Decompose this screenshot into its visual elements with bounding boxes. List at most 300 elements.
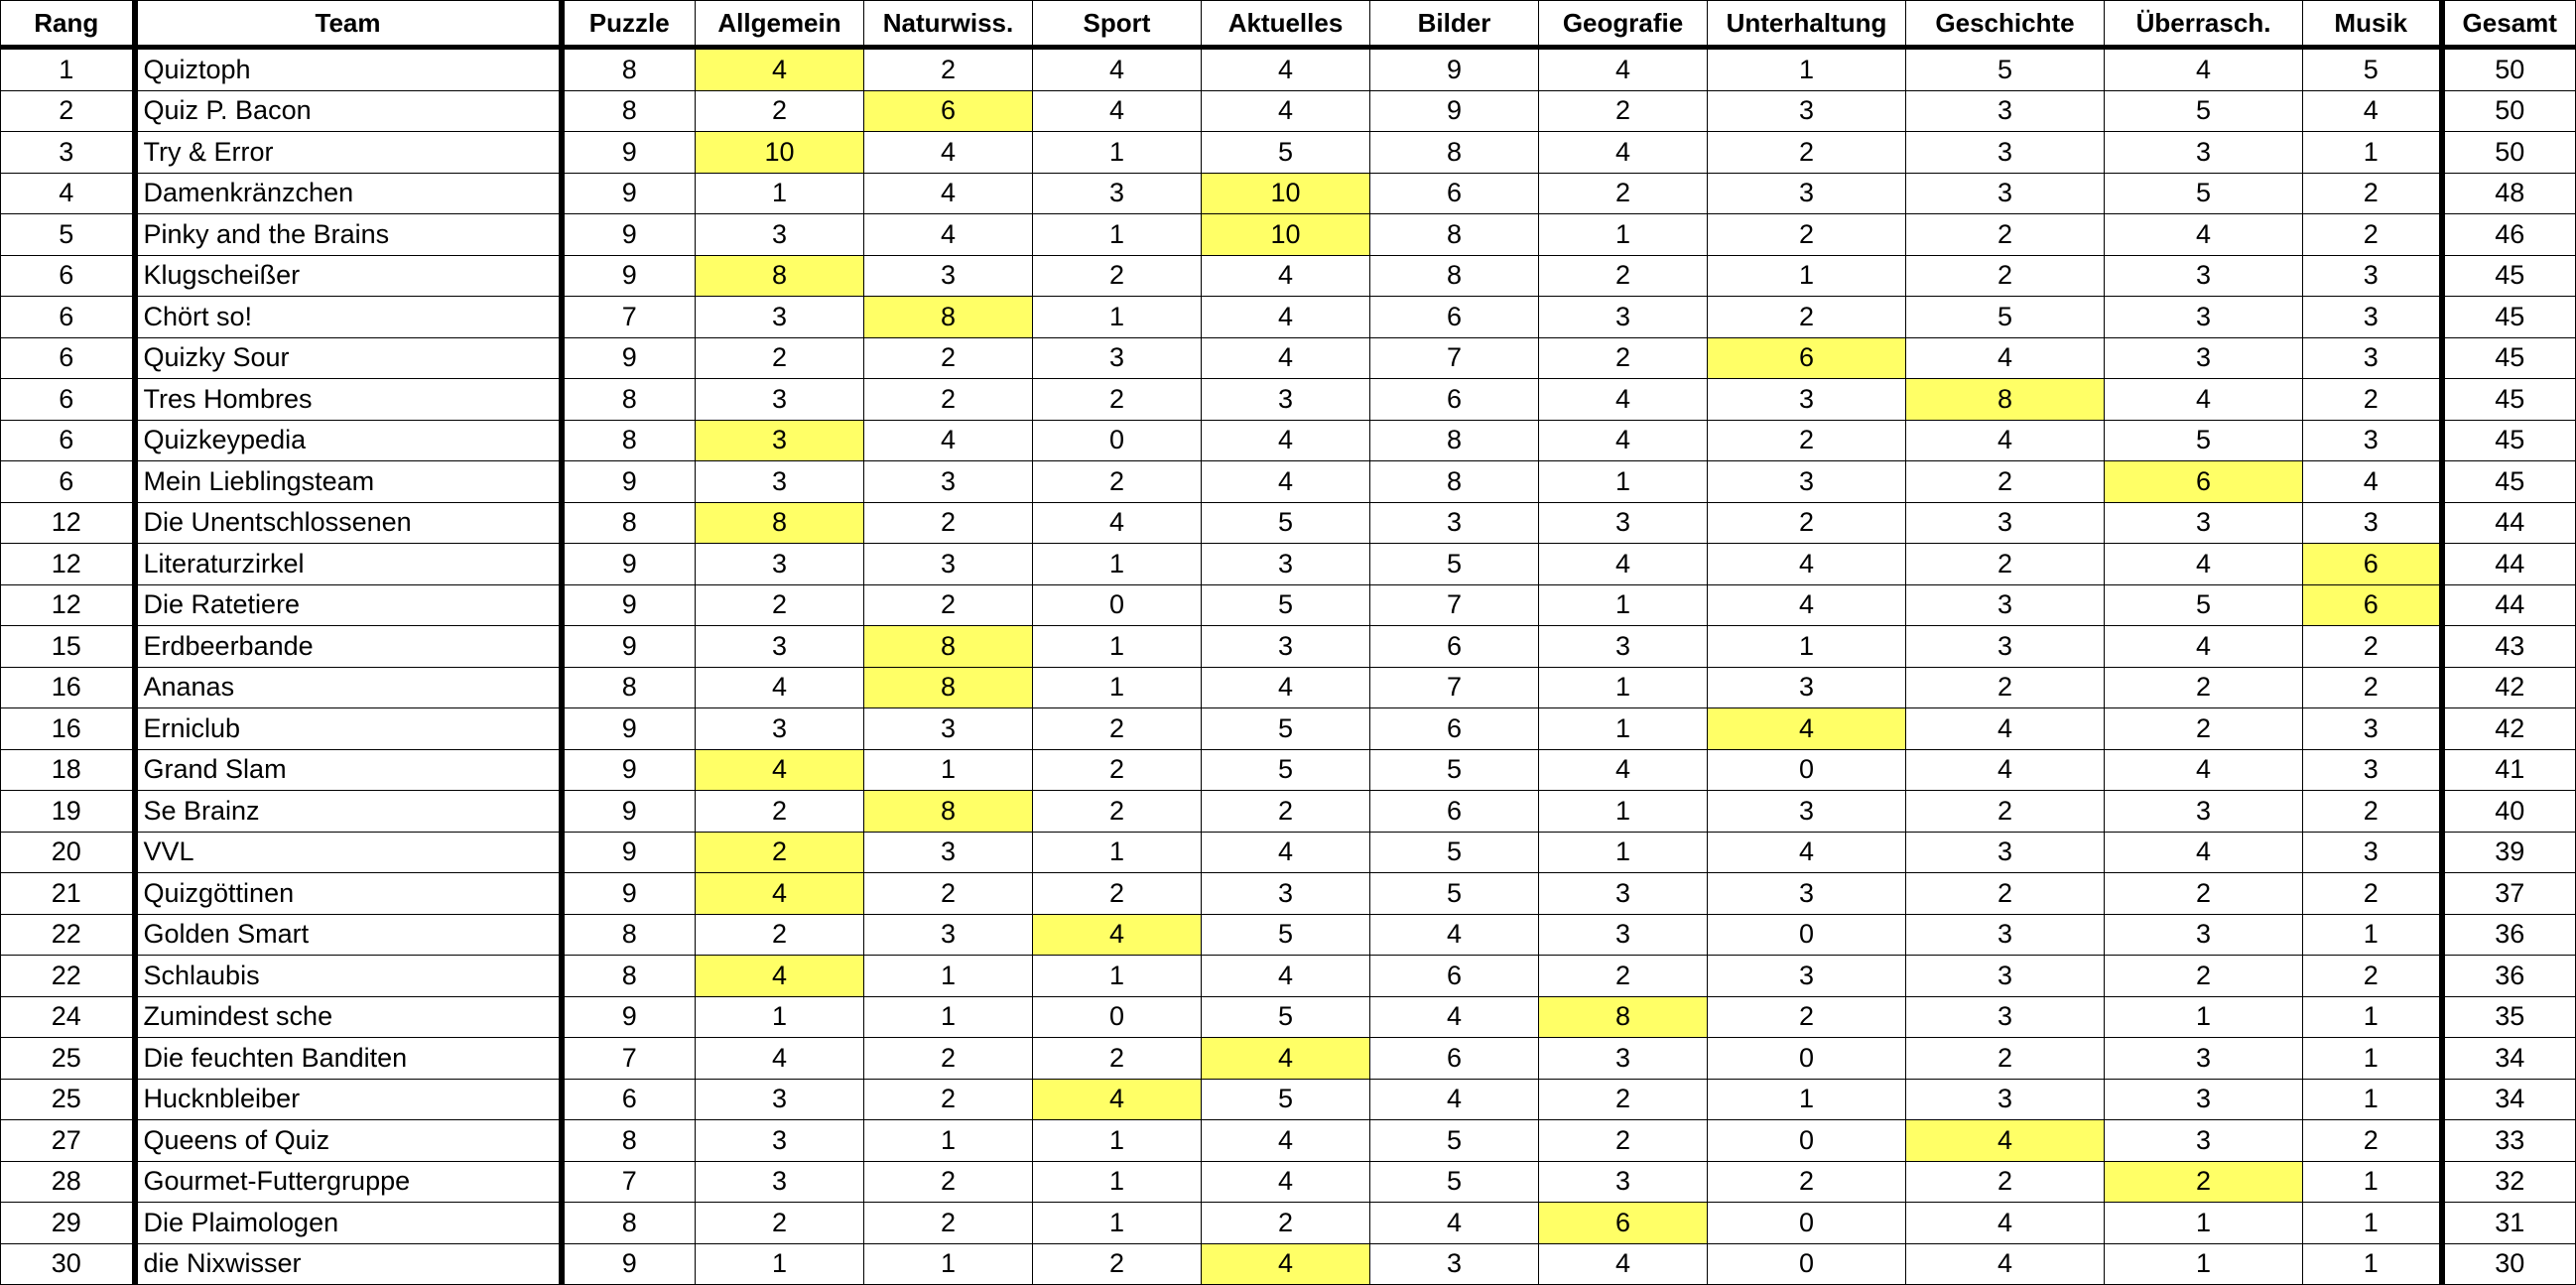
score-cell: 3 xyxy=(696,420,864,461)
column-header: Musik xyxy=(2303,1,2442,48)
score-cell: 8 xyxy=(1370,420,1539,461)
score-cell: 2 xyxy=(2303,1120,2442,1162)
total-cell: 46 xyxy=(2442,214,2576,256)
score-cell: 10 xyxy=(1202,173,1370,214)
table-row xyxy=(1,544,2576,585)
score-cell: 2 xyxy=(1033,255,1202,297)
total-cell: 44 xyxy=(2442,544,2576,585)
score-cell: 4 xyxy=(1202,1161,1370,1203)
column-header: Rang xyxy=(1,1,135,48)
score-cell: 4 xyxy=(1708,832,1906,873)
table-row xyxy=(1,90,2576,132)
rank-cell: 22 xyxy=(1,956,135,997)
column-header: Gesamt xyxy=(2442,1,2576,48)
score-cell: 9 xyxy=(562,749,696,791)
score-cell: 2 xyxy=(1906,214,2105,256)
score-cell: 4 xyxy=(1539,379,1708,421)
score-cell: 7 xyxy=(562,1161,696,1203)
score-cell: 2 xyxy=(2303,214,2442,256)
score-cell: 3 xyxy=(696,461,864,503)
score-cell: 10 xyxy=(696,132,864,174)
score-cell: 2 xyxy=(2105,956,2303,997)
team-cell: Die Ratetiere xyxy=(135,584,562,626)
rank-cell: 27 xyxy=(1,1120,135,1162)
score-cell: 3 xyxy=(1202,873,1370,915)
score-cell: 2 xyxy=(1906,255,2105,297)
score-cell: 0 xyxy=(1708,914,1906,956)
score-cell: 9 xyxy=(562,708,696,750)
score-cell: 4 xyxy=(1202,832,1370,873)
score-cell: 4 xyxy=(1906,337,2105,379)
score-cell: 5 xyxy=(2303,48,2442,91)
score-cell: 2 xyxy=(2303,667,2442,708)
team-cell: Damenkränzchen xyxy=(135,173,562,214)
score-cell: 1 xyxy=(864,1243,1033,1285)
score-cell: 1 xyxy=(1708,626,1906,668)
score-cell: 2 xyxy=(1708,502,1906,544)
score-cell: 4 xyxy=(2105,48,2303,91)
table-row xyxy=(1,461,2576,503)
score-cell: 6 xyxy=(1370,379,1539,421)
team-cell: Ananas xyxy=(135,667,562,708)
score-cell: 3 xyxy=(1539,1038,1708,1080)
score-cell: 9 xyxy=(562,791,696,833)
score-cell: 0 xyxy=(1033,420,1202,461)
score-cell: 9 xyxy=(562,1243,696,1285)
rank-cell: 12 xyxy=(1,502,135,544)
score-cell: 3 xyxy=(1202,626,1370,668)
score-cell: 2 xyxy=(1708,996,1906,1038)
score-cell: 3 xyxy=(696,214,864,256)
score-cell: 5 xyxy=(1906,48,2105,91)
score-cell: 6 xyxy=(864,90,1033,132)
score-cell: 3 xyxy=(864,255,1033,297)
score-cell: 1 xyxy=(2303,1079,2442,1120)
team-cell: Mein Lieblingsteam xyxy=(135,461,562,503)
team-cell: Die Plaimologen xyxy=(135,1203,562,1244)
score-cell: 1 xyxy=(2303,132,2442,174)
score-cell: 3 xyxy=(1708,873,1906,915)
score-cell: 3 xyxy=(864,544,1033,585)
score-cell: 2 xyxy=(1539,1079,1708,1120)
score-cell: 1 xyxy=(2303,914,2442,956)
score-cell: 3 xyxy=(2105,1079,2303,1120)
score-cell: 8 xyxy=(562,956,696,997)
score-cell: 8 xyxy=(1370,132,1539,174)
score-cell: 3 xyxy=(1906,832,2105,873)
score-cell: 2 xyxy=(864,337,1033,379)
team-cell: Klugscheißer xyxy=(135,255,562,297)
team-cell: Literaturzirkel xyxy=(135,544,562,585)
score-cell: 3 xyxy=(1539,626,1708,668)
score-cell: 2 xyxy=(1906,1161,2105,1203)
score-cell: 8 xyxy=(864,626,1033,668)
score-cell: 2 xyxy=(1539,1120,1708,1162)
score-cell: 7 xyxy=(562,1038,696,1080)
score-cell: 2 xyxy=(1906,873,2105,915)
rank-cell: 6 xyxy=(1,461,135,503)
score-cell: 2 xyxy=(1033,379,1202,421)
score-cell: 4 xyxy=(2303,461,2442,503)
score-cell: 3 xyxy=(1202,544,1370,585)
score-cell: 3 xyxy=(1539,914,1708,956)
score-cell: 4 xyxy=(1906,1243,2105,1285)
score-cell: 5 xyxy=(1370,749,1539,791)
score-cell: 4 xyxy=(1708,708,1906,750)
table-row xyxy=(1,708,2576,750)
rank-cell: 22 xyxy=(1,914,135,956)
score-cell: 3 xyxy=(1539,1161,1708,1203)
table-row xyxy=(1,791,2576,833)
score-cell: 2 xyxy=(864,1038,1033,1080)
total-cell: 34 xyxy=(2442,1038,2576,1080)
table-row xyxy=(1,956,2576,997)
table-row xyxy=(1,1120,2576,1162)
score-cell: 3 xyxy=(1708,667,1906,708)
score-cell: 2 xyxy=(2303,379,2442,421)
score-cell: 7 xyxy=(1370,337,1539,379)
score-cell: 2 xyxy=(2105,1161,2303,1203)
score-cell: 2 xyxy=(1539,90,1708,132)
total-cell: 32 xyxy=(2442,1161,2576,1203)
score-cell: 1 xyxy=(1539,584,1708,626)
total-cell: 45 xyxy=(2442,337,2576,379)
score-cell: 4 xyxy=(1708,584,1906,626)
score-cell: 6 xyxy=(1370,956,1539,997)
score-cell: 2 xyxy=(1708,420,1906,461)
score-cell: 3 xyxy=(1906,626,2105,668)
table-row xyxy=(1,749,2576,791)
table-row xyxy=(1,337,2576,379)
score-cell: 3 xyxy=(696,1161,864,1203)
table-row xyxy=(1,297,2576,338)
rank-cell: 6 xyxy=(1,337,135,379)
score-cell: 2 xyxy=(1708,297,1906,338)
table-row xyxy=(1,1243,2576,1285)
score-cell: 4 xyxy=(1033,502,1202,544)
score-cell: 1 xyxy=(864,996,1033,1038)
score-cell: 4 xyxy=(1370,996,1539,1038)
score-cell: 3 xyxy=(2105,1120,2303,1162)
score-cell: 4 xyxy=(1202,297,1370,338)
score-cell: 8 xyxy=(1539,996,1708,1038)
total-cell: 45 xyxy=(2442,255,2576,297)
score-cell: 3 xyxy=(2303,502,2442,544)
score-cell: 5 xyxy=(1906,297,2105,338)
score-cell: 4 xyxy=(1370,914,1539,956)
rank-cell: 16 xyxy=(1,667,135,708)
column-header: Geografie xyxy=(1539,1,1708,48)
score-cell: 1 xyxy=(2303,996,2442,1038)
team-cell: Schlaubis xyxy=(135,956,562,997)
column-header: Unterhaltung xyxy=(1708,1,1906,48)
score-cell: 5 xyxy=(1202,502,1370,544)
score-cell: 3 xyxy=(1708,956,1906,997)
score-cell: 4 xyxy=(1370,1203,1539,1244)
score-cell: 2 xyxy=(1033,1038,1202,1080)
rank-cell: 28 xyxy=(1,1161,135,1203)
score-cell: 5 xyxy=(1370,873,1539,915)
score-cell: 1 xyxy=(2303,1038,2442,1080)
rank-cell: 19 xyxy=(1,791,135,833)
score-cell: 10 xyxy=(1202,214,1370,256)
score-cell: 9 xyxy=(562,214,696,256)
score-cell: 3 xyxy=(864,832,1033,873)
score-cell: 4 xyxy=(1906,749,2105,791)
rank-cell: 3 xyxy=(1,132,135,174)
score-cell: 2 xyxy=(864,502,1033,544)
score-cell: 5 xyxy=(1370,832,1539,873)
score-cell: 8 xyxy=(562,379,696,421)
score-cell: 2 xyxy=(2105,667,2303,708)
score-cell: 8 xyxy=(1370,255,1539,297)
score-cell: 2 xyxy=(864,584,1033,626)
total-cell: 45 xyxy=(2442,461,2576,503)
score-cell: 1 xyxy=(1708,255,1906,297)
score-cell: 3 xyxy=(2303,337,2442,379)
score-cell: 2 xyxy=(2105,873,2303,915)
column-header: Puzzle xyxy=(562,1,696,48)
score-cell: 2 xyxy=(1906,544,2105,585)
total-cell: 48 xyxy=(2442,173,2576,214)
score-cell: 3 xyxy=(2105,337,2303,379)
score-cell: 2 xyxy=(696,90,864,132)
score-cell: 4 xyxy=(1033,1079,1202,1120)
score-cell: 1 xyxy=(2303,1161,2442,1203)
team-cell: Se Brainz xyxy=(135,791,562,833)
score-cell: 1 xyxy=(1539,708,1708,750)
score-cell: 4 xyxy=(864,132,1033,174)
score-cell: 3 xyxy=(2105,914,2303,956)
table-row xyxy=(1,626,2576,668)
score-cell: 2 xyxy=(1202,791,1370,833)
score-cell: 1 xyxy=(1033,544,1202,585)
score-cell: 6 xyxy=(1370,626,1539,668)
score-cell: 4 xyxy=(864,173,1033,214)
table-row xyxy=(1,1038,2576,1080)
score-cell: 0 xyxy=(1708,1243,1906,1285)
score-cell: 2 xyxy=(1708,1161,1906,1203)
score-cell: 1 xyxy=(2303,1243,2442,1285)
total-cell: 45 xyxy=(2442,379,2576,421)
score-cell: 6 xyxy=(2105,461,2303,503)
score-cell: 9 xyxy=(562,873,696,915)
score-cell: 4 xyxy=(696,873,864,915)
score-cell: 8 xyxy=(562,1203,696,1244)
score-cell: 5 xyxy=(1370,1120,1539,1162)
total-cell: 44 xyxy=(2442,502,2576,544)
score-cell: 4 xyxy=(1033,90,1202,132)
score-cell: 2 xyxy=(696,832,864,873)
score-cell: 2 xyxy=(1033,461,1202,503)
score-cell: 1 xyxy=(1539,667,1708,708)
score-cell: 3 xyxy=(2303,708,2442,750)
score-cell: 9 xyxy=(562,132,696,174)
header-row xyxy=(1,1,2576,48)
team-cell: Quiz P. Bacon xyxy=(135,90,562,132)
total-cell: 33 xyxy=(2442,1120,2576,1162)
score-cell: 3 xyxy=(1906,173,2105,214)
score-cell: 3 xyxy=(1906,90,2105,132)
score-cell: 2 xyxy=(1033,791,1202,833)
table-row xyxy=(1,1079,2576,1120)
score-cell: 9 xyxy=(562,626,696,668)
score-cell: 4 xyxy=(1539,544,1708,585)
score-cell: 3 xyxy=(1906,956,2105,997)
score-cell: 4 xyxy=(1539,1243,1708,1285)
score-cell: 9 xyxy=(562,544,696,585)
score-cell: 4 xyxy=(696,1038,864,1080)
score-cell: 1 xyxy=(696,173,864,214)
score-cell: 3 xyxy=(864,708,1033,750)
score-cell: 3 xyxy=(864,461,1033,503)
rank-cell: 2 xyxy=(1,90,135,132)
score-cell: 4 xyxy=(1202,255,1370,297)
column-header: Allgemein xyxy=(696,1,864,48)
table-row xyxy=(1,996,2576,1038)
score-cell: 1 xyxy=(1539,791,1708,833)
team-cell: die Nixwisser xyxy=(135,1243,562,1285)
score-cell: 5 xyxy=(2105,90,2303,132)
score-cell: 3 xyxy=(1906,132,2105,174)
rank-cell: 24 xyxy=(1,996,135,1038)
rank-cell: 15 xyxy=(1,626,135,668)
score-cell: 3 xyxy=(2303,297,2442,338)
score-cell: 2 xyxy=(1539,255,1708,297)
score-cell: 4 xyxy=(2105,626,2303,668)
team-cell: VVL xyxy=(135,832,562,873)
score-cell: 1 xyxy=(1033,132,1202,174)
score-cell: 4 xyxy=(1539,48,1708,91)
score-cell: 9 xyxy=(562,996,696,1038)
score-cell: 2 xyxy=(2303,956,2442,997)
table-row xyxy=(1,1161,2576,1203)
table-row xyxy=(1,420,2576,461)
score-cell: 4 xyxy=(2105,749,2303,791)
score-cell: 2 xyxy=(696,914,864,956)
score-cell: 3 xyxy=(1708,173,1906,214)
score-cell: 5 xyxy=(1202,749,1370,791)
column-header: Überrasch. xyxy=(2105,1,2303,48)
total-cell: 34 xyxy=(2442,1079,2576,1120)
score-cell: 4 xyxy=(1202,1243,1370,1285)
score-cell: 1 xyxy=(1033,1120,1202,1162)
score-cell: 8 xyxy=(1370,461,1539,503)
score-cell: 8 xyxy=(864,791,1033,833)
score-cell: 1 xyxy=(1033,1203,1202,1244)
score-cell: 3 xyxy=(696,708,864,750)
score-cell: 9 xyxy=(562,337,696,379)
score-cell: 3 xyxy=(2105,791,2303,833)
score-cell: 9 xyxy=(562,255,696,297)
score-cell: 4 xyxy=(1906,420,2105,461)
rank-cell: 18 xyxy=(1,749,135,791)
score-cell: 9 xyxy=(1370,48,1539,91)
score-cell: 2 xyxy=(2303,626,2442,668)
team-cell: Die feuchten Banditen xyxy=(135,1038,562,1080)
score-cell: 4 xyxy=(1202,461,1370,503)
score-cell: 2 xyxy=(864,1161,1033,1203)
table-row xyxy=(1,1203,2576,1244)
score-cell: 9 xyxy=(562,584,696,626)
table-row xyxy=(1,584,2576,626)
score-cell: 5 xyxy=(1202,708,1370,750)
score-cell: 2 xyxy=(1539,956,1708,997)
table-row xyxy=(1,914,2576,956)
score-cell: 3 xyxy=(1906,502,2105,544)
score-cell: 4 xyxy=(864,214,1033,256)
table-row xyxy=(1,832,2576,873)
score-cell: 4 xyxy=(2105,379,2303,421)
column-header: Sport xyxy=(1033,1,1202,48)
score-cell: 3 xyxy=(696,1079,864,1120)
score-cell: 6 xyxy=(1370,173,1539,214)
score-cell: 1 xyxy=(2105,1203,2303,1244)
total-cell: 31 xyxy=(2442,1203,2576,1244)
score-cell: 2 xyxy=(2105,708,2303,750)
score-cell: 1 xyxy=(1033,626,1202,668)
score-cell: 9 xyxy=(1370,90,1539,132)
score-cell: 1 xyxy=(696,1243,864,1285)
score-cell: 1 xyxy=(1033,956,1202,997)
score-cell: 3 xyxy=(1033,337,1202,379)
score-cell: 4 xyxy=(1906,1203,2105,1244)
table-row xyxy=(1,873,2576,915)
total-cell: 42 xyxy=(2442,667,2576,708)
column-header: Naturwiss. xyxy=(864,1,1033,48)
score-cell: 4 xyxy=(1370,1079,1539,1120)
team-cell: Zumindest sche xyxy=(135,996,562,1038)
score-cell: 2 xyxy=(1708,214,1906,256)
score-cell: 2 xyxy=(696,337,864,379)
score-cell: 1 xyxy=(696,996,864,1038)
score-cell: 4 xyxy=(1202,1120,1370,1162)
rank-cell: 6 xyxy=(1,379,135,421)
score-cell: 2 xyxy=(864,1079,1033,1120)
table-body xyxy=(1,48,2576,1285)
team-cell: Tres Hombres xyxy=(135,379,562,421)
score-cell: 8 xyxy=(562,1120,696,1162)
total-cell: 42 xyxy=(2442,708,2576,750)
score-cell: 0 xyxy=(1033,584,1202,626)
score-cell: 3 xyxy=(1370,502,1539,544)
score-cell: 1 xyxy=(1033,297,1202,338)
total-cell: 36 xyxy=(2442,956,2576,997)
score-cell: 3 xyxy=(1370,1243,1539,1285)
score-cell: 0 xyxy=(1708,1203,1906,1244)
team-cell: Gourmet-Futtergruppe xyxy=(135,1161,562,1203)
score-cell: 1 xyxy=(1708,48,1906,91)
score-cell: 8 xyxy=(864,667,1033,708)
score-cell: 5 xyxy=(1202,996,1370,1038)
team-cell: Quizky Sour xyxy=(135,337,562,379)
rank-cell: 6 xyxy=(1,420,135,461)
score-cell: 2 xyxy=(2303,791,2442,833)
score-cell: 3 xyxy=(1906,996,2105,1038)
total-cell: 30 xyxy=(2442,1243,2576,1285)
score-cell: 4 xyxy=(1202,667,1370,708)
score-cell: 3 xyxy=(696,544,864,585)
score-cell: 5 xyxy=(1202,1079,1370,1120)
score-cell: 6 xyxy=(2303,584,2442,626)
score-cell: 6 xyxy=(1370,1038,1539,1080)
rank-cell: 5 xyxy=(1,214,135,256)
score-cell: 3 xyxy=(1539,502,1708,544)
table-row xyxy=(1,255,2576,297)
score-cell: 9 xyxy=(562,173,696,214)
total-cell: 45 xyxy=(2442,420,2576,461)
rank-cell: 12 xyxy=(1,544,135,585)
